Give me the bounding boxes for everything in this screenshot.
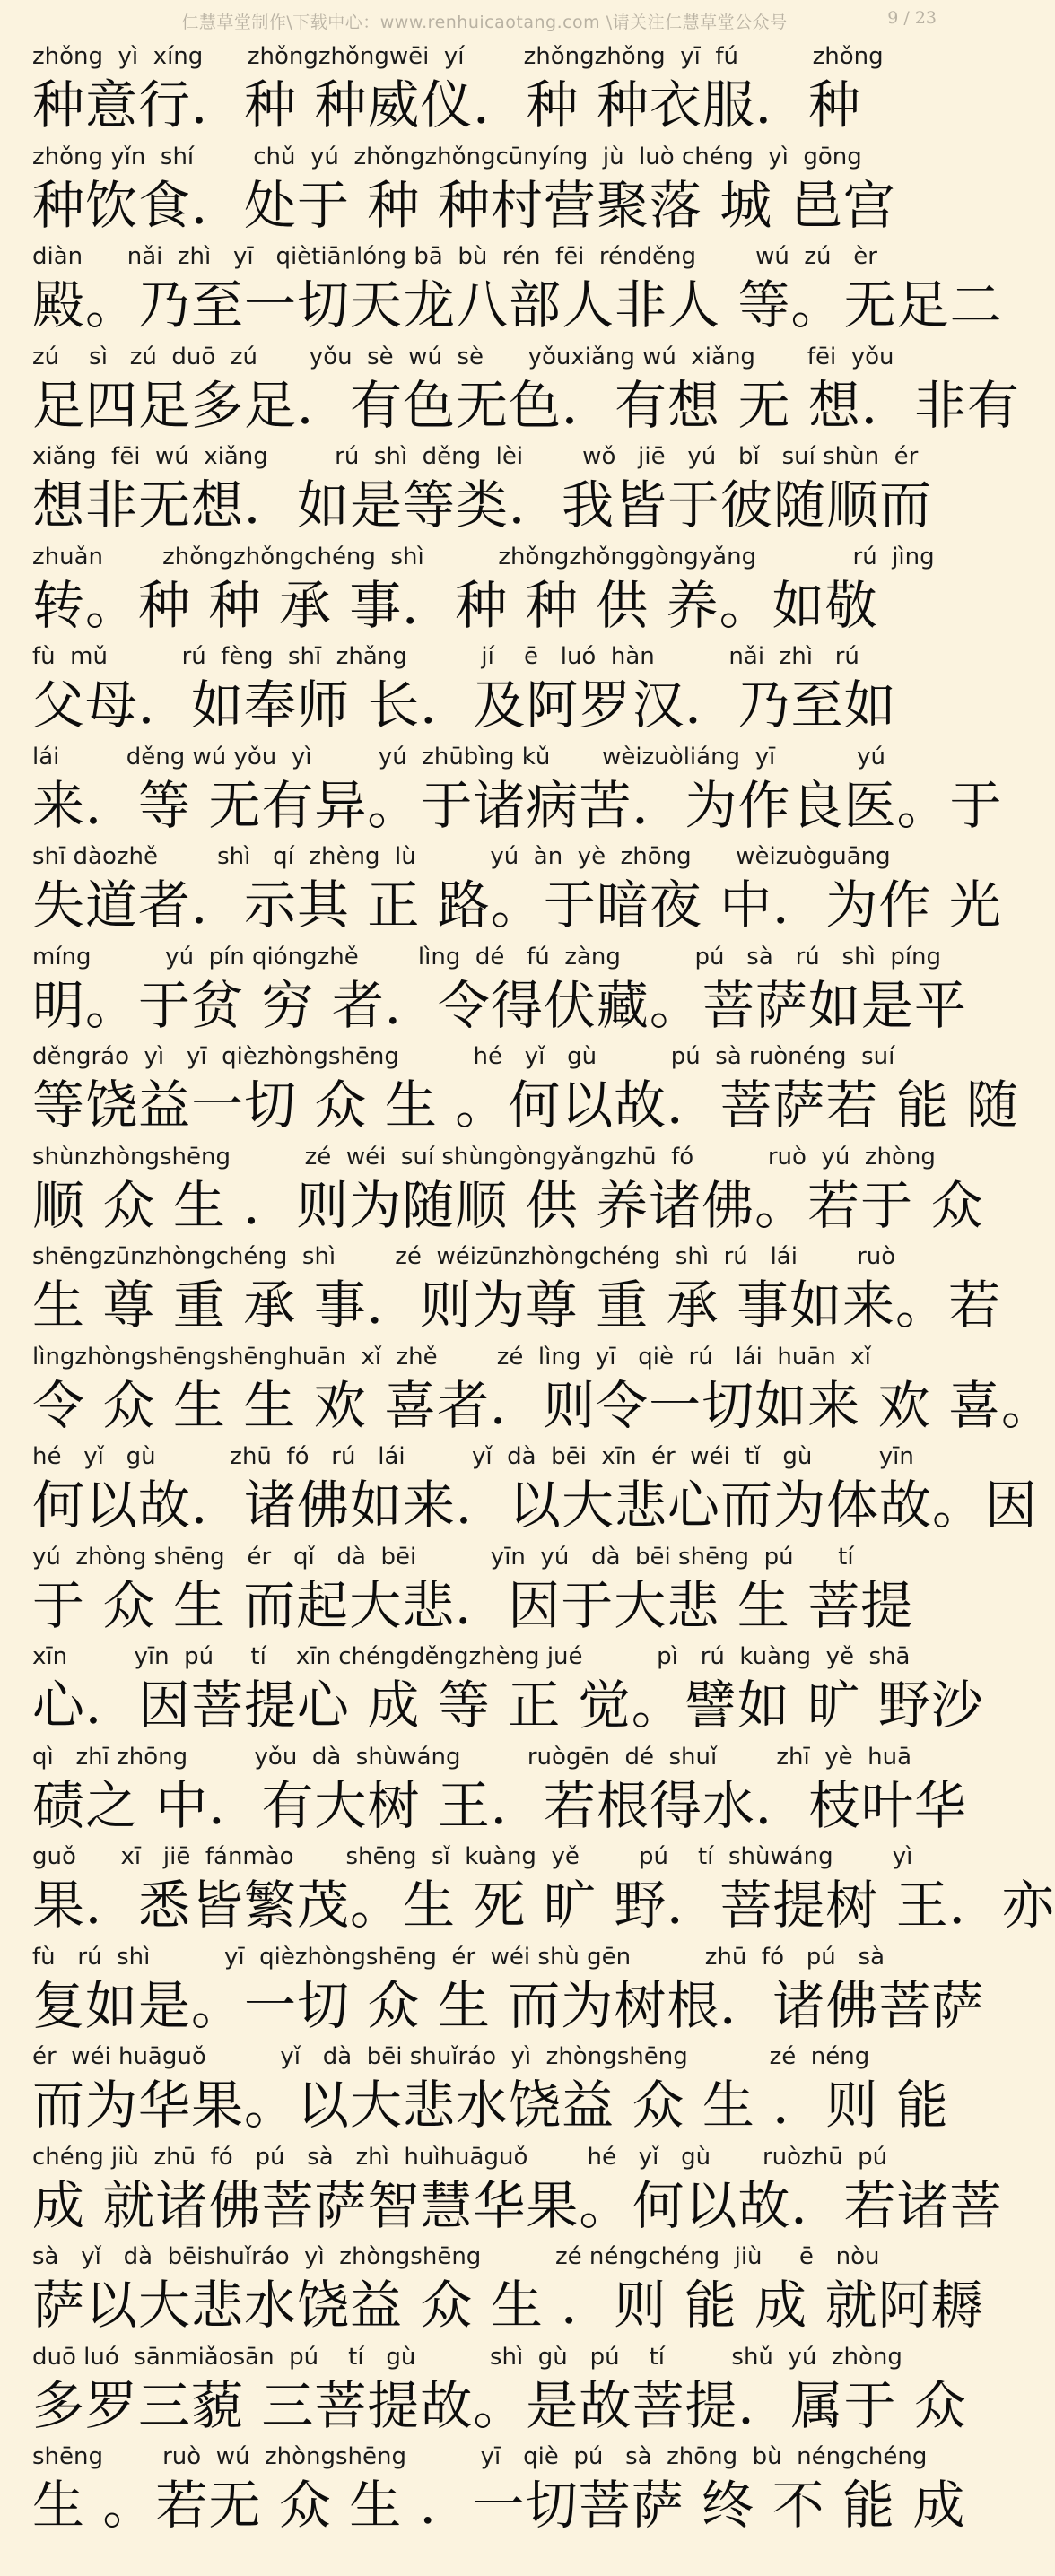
hanzi-line: 父母．如奉师 长．及阿罗汉．乃至如 (32, 674, 897, 735)
text-line (32, 1040, 1020, 1140)
hanzi-line: 明。于贫 穷 者．令得伏藏。菩萨如是平 (32, 974, 967, 1036)
text-line (32, 1340, 1055, 1440)
text-line (32, 740, 1003, 840)
hanzi-line: 生 尊 重 承 事．则为尊 重 承 事如来。若 (32, 1275, 1002, 1336)
pinyin-line: xīn yīn pú tí xīn chéngděngzhèng jué pì rú kuàng yě shā (32, 1643, 911, 1670)
hanzi-line: 等饶益一切 众 生 。何以故．菩萨若 能 随 (32, 1075, 1020, 1136)
hanzi-line: 萨以大悲水饶益 众 生 ．则 能 成 就阿耨 (32, 2275, 984, 2336)
hanzi-line: 令 众 生 生 欢 喜者．则令一切如来 欢 喜。 (32, 1374, 1055, 1436)
text-line (32, 1240, 1002, 1340)
text-line (32, 540, 944, 640)
hanzi-line: 顺 众 生 ．则为随顺 供 养诸佛。若于 众 (32, 1174, 984, 1236)
text-line (32, 1940, 985, 2041)
hanzi-line: 何以故．诸佛如来．以大悲心而为体故。因 (32, 1475, 1039, 1536)
hanzi-line: 于 众 生 而起大悲．因于大悲 生 菩提 (32, 1574, 914, 1636)
text-line (32, 1740, 967, 1841)
text-line (32, 340, 1020, 440)
pinyin-line: zhuǎn zhǒngzhǒngchéng shì zhǒngzhǒnggòngyǎng rú jìng (32, 543, 935, 570)
hanzi-line: 殿。乃至一切天龙八部人非人 等。无足二 (32, 274, 1003, 335)
pinyin-line: děngráo yì yī qièzhòngshēng hé yǐ gù pú sà ruònéng suí (32, 1043, 895, 1070)
scripture-text (0, 39, 1055, 2540)
hanzi-line: 种饮食．处于 种 种村营聚落 城 邑宫 (32, 174, 896, 236)
pinyin-line: fù mǔ rú fèng shī zhǎng jí ē luó hàn nǎi zhì rú (32, 643, 859, 670)
pinyin-line: shùnzhòngshēng zé wéi suí shùngòngyǎngzhū fó ruò yú zhòng (32, 1143, 936, 1171)
hanzi-line: 多罗三藐 三菩提故。是故菩提．属于 众 (32, 2374, 967, 2436)
text-line (32, 239, 1003, 340)
hanzi-line: 失道者．示其 正 路。于暗夜 中．为作 光 (32, 875, 1002, 936)
text-line (32, 2240, 984, 2340)
pinyin-line: shēngzūnzhòngchéng shì zé wéizūnzhòngchéng shì rú lái ruò (32, 1243, 896, 1270)
hanzi-line: 转。种 种 承 事．种 种 供 养。如敬 (32, 574, 878, 636)
text-line (32, 2440, 966, 2540)
page-number: 9 / 23 (887, 8, 937, 28)
text-line (32, 2040, 949, 2140)
pinyin-line: sà yǐ dà bēishuǐráo yì zhòngshēng zé néngchéng jiù ē nòu (32, 2243, 880, 2270)
text-line (32, 940, 967, 1040)
pinyin-line: shī dàozhě shì qí zhèng lù yú àn yè zhōng wèizuòguāng (32, 843, 891, 870)
hanzi-line: 碛之 中．有大树 王．若根得水．枝叶华 (32, 1774, 967, 1836)
pinyin-line: lìngzhòngshēngshēnghuān xǐ zhě zé lìng yī qiè rú lái huān xǐ (32, 1343, 871, 1371)
pinyin-line: míng yú pín qióngzhě lìng dé fú zàng pú sà rú shì píng (32, 943, 942, 970)
page-header (0, 0, 969, 39)
text-line (32, 840, 1002, 940)
pinyin-line: hé yǐ gù zhū fó rú lái yǐ dà bēi xīn ér wéi tǐ gù yīn (32, 1443, 914, 1470)
pinyin-line: yú zhòng shēng ér qǐ dà bēi yīn yú dà bēi shēng pú tí (32, 1543, 854, 1571)
watermark-header-text: 仁慧草堂制作\下载中心：www.renhuicaotang.com \请关注仁慧草堂公众号 (181, 13, 788, 32)
pinyin-line: guǒ xī jiē fánmào shēng sǐ kuàng yě pú tí shùwáng yì (32, 1843, 913, 1870)
hanzi-line: 种意行．种 种威仪．种 种衣服．种 (32, 74, 861, 135)
text-line (32, 2140, 1003, 2241)
text-line (32, 439, 944, 540)
pinyin-line: zhǒng yǐn shí chǔ yú zhǒngzhǒngcūnyíng jù luò chéng yì gōng (32, 143, 862, 170)
pinyin-line: fù rú shì yī qièzhòngshēng ér wéi shù gēn zhū fó pú sà (32, 1943, 885, 1971)
hanzi-line: 心．因菩提心 成 等 正 觉。譬如 旷 野沙 (32, 1675, 984, 1736)
hanzi-line: 来．等 无有异。于诸病苦．为作良医。于 (32, 774, 1003, 836)
text-line (32, 39, 944, 140)
text-line (32, 140, 944, 240)
pinyin-line: ér wéi huāguǒ yǐ dà bēi shuǐráo yì zhòngshēng zé néng (32, 2043, 870, 2070)
text-line (32, 1640, 984, 1740)
text-line (32, 1840, 1055, 1940)
pinyin-line: duō luó sānmiǎosān pú tí gù shì gù pú tí shǔ yú zhòng (32, 2343, 902, 2371)
pinyin-line: chéng jiù zhū fó pú sà zhì huìhuāguǒ hé yǐ gù ruòzhū pú (32, 2143, 888, 2171)
hanzi-line: 足四足多足．有色无色．有想 无 想．非有 (32, 374, 1020, 436)
pinyin-line: diàn nǎi zhì yī qiètiānlóng bā bù rén fēi rénděng wú zú èr (32, 243, 877, 270)
text-line (32, 1540, 944, 1640)
text-line (32, 2340, 967, 2441)
pinyin-line: qì zhī zhōng yǒu dà shùwáng ruògēn dé shuǐ zhī yè huā (32, 1743, 912, 1771)
pinyin-line: lái děng wú yǒu yì yú zhūbìng kǔ wèizuòliáng yī yú (32, 743, 885, 770)
pinyin-line: shēng ruò wú zhòngshēng yī qiè pú sà zhōng bù néngchéng (32, 2443, 928, 2470)
hanzi-line: 成 就诸佛菩萨智慧华果。何以故．若诸菩 (32, 2174, 1003, 2236)
hanzi-line: 想非无想．如是等类．我皆于彼随顺而 (32, 474, 933, 535)
hanzi-line: 而为华果。以大悲水饶益 众 生 ．则 能 (32, 2075, 949, 2136)
hanzi-line: 果．悉皆繁茂。生 死 旷 野．菩提树 王．亦 (32, 1875, 1055, 1936)
hanzi-line: 生 。若无 众 生 ．一切菩萨 终 不 能 成 (32, 2475, 966, 2536)
pinyin-line: zhǒng yì xíng zhǒngzhǒngwēi yí zhǒngzhǒng yī fú zhǒng (32, 43, 884, 70)
pinyin-line: xiǎng fēi wú xiǎng rú shì děng lèi wǒ jiē yú bǐ suí shùn ér (32, 443, 919, 470)
pinyin-line: zú sì zú duō zú yǒu sè wú sè yǒuxiǎng wú xiǎng fēi yǒu (32, 343, 894, 370)
text-line (32, 1140, 984, 1240)
text-line (32, 1440, 1039, 1540)
hanzi-line: 复如是。一切 众 生 而为树根．诸佛菩萨 (32, 1974, 985, 2036)
text-line (32, 640, 944, 740)
